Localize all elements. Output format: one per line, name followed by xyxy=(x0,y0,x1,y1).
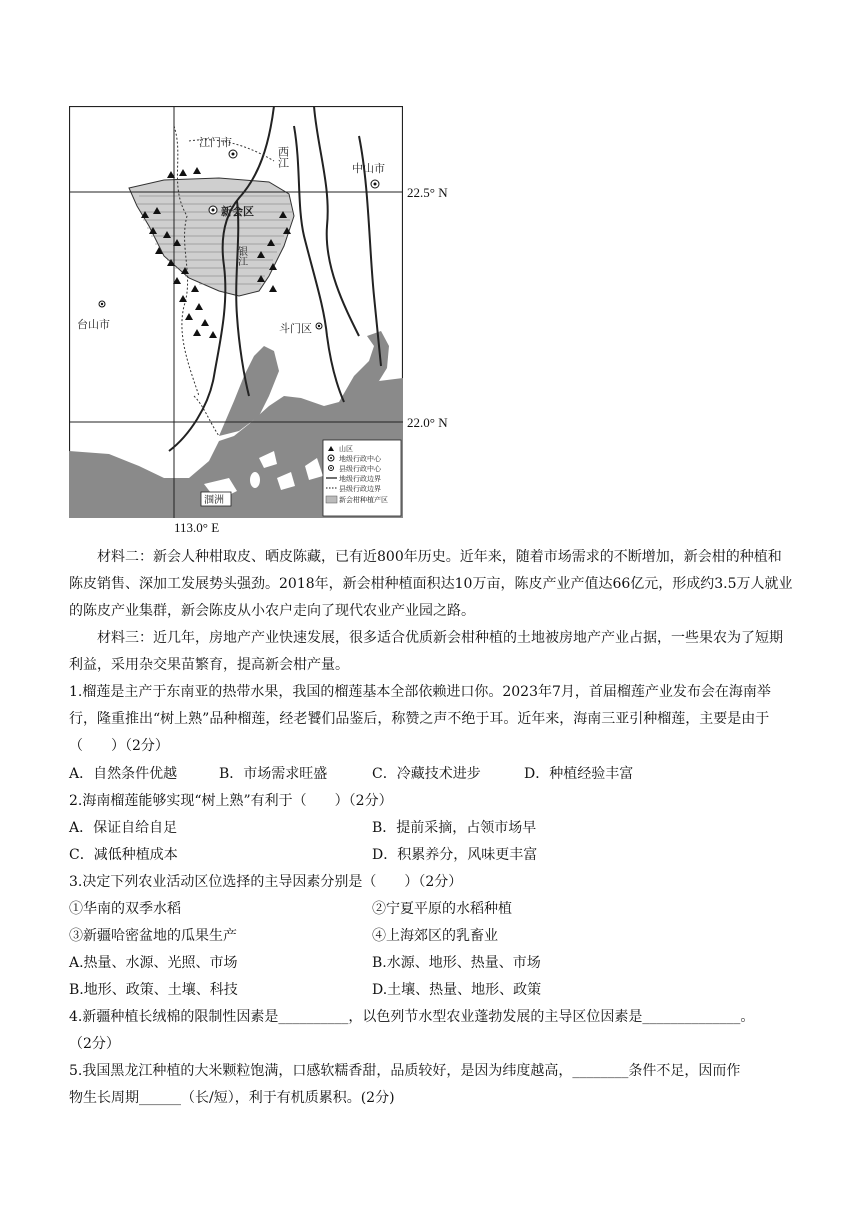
question-4-line2: （2分） xyxy=(69,1036,120,1052)
legend-prefecture-center: 地级行政中心 xyxy=(339,455,381,463)
question-5-line2: 物生长周期______（长/短），利于有机质累积。(2分) xyxy=(69,1090,395,1106)
question-1-stem: 1.榴莲是主产于东南亚的热带水果，我国的榴莲基本全部依赖进口你。2023年7月，首届榴莲产业发布会在海南举行，隆重推出“树上熟”品种榴莲，经老饕们品鉴后，称赞之声不绝于耳。近年来，海南三亚引种榴莲，主要是由于（ ）（2分） xyxy=(69,684,771,754)
q3-item-1: ①华南的双季水稻 xyxy=(69,901,181,917)
q2-option-a: A．保证自给自足 xyxy=(69,820,178,836)
q2-option-b: B．提前采摘，占领市场早 xyxy=(372,820,537,836)
q3-item-4: ④上海郊区的乳畜业 xyxy=(372,928,498,944)
map-legend xyxy=(323,440,401,516)
label-doumen: 斗门区 xyxy=(279,322,312,335)
label-jiangmen: 江门市 xyxy=(199,136,232,149)
legend-mountain: 山区 xyxy=(339,445,353,453)
q1-option-c: C．冷藏技术进步 xyxy=(372,766,481,782)
label-xinhui: 新会区 xyxy=(221,205,254,218)
q3-option-a: A.热量、水源、光照、市场 xyxy=(69,955,238,971)
legend-production-zone: 新会柑种植产区 xyxy=(339,496,388,504)
question-2-stem: 2.海南榴莲能够实现“树上熟”有利于（ ）（2分） xyxy=(69,793,393,809)
legend-prefecture-boundary: 地级行政边界 xyxy=(339,475,381,483)
label-zhongshan: 中山市 xyxy=(352,162,385,175)
label-xijiang: 西江 xyxy=(276,146,290,168)
question-3-stem: 3.决定下列农业活动区位选择的主导因素分别是（ ）（2分） xyxy=(69,874,463,890)
legend-county-center: 县级行政中心 xyxy=(339,465,381,473)
lat-22-5-label: 22.5° N xyxy=(407,185,448,200)
region-map xyxy=(69,106,403,518)
q3-option-c: B.地形、政策、土壤、科技 xyxy=(69,982,238,998)
q2-option-c: C．减低种植成本 xyxy=(69,847,178,863)
material-three: 材料三：近几年，房地产产业快速发展，很多适合优质新会柑种植的土地被房地产产业占据，一些果农为了短期利益，采用杂交果苗繁育，提高新会柑产量。 xyxy=(69,630,783,673)
label-island: 涠洲 xyxy=(204,495,224,506)
q3-option-d: D.土壤、热量、地形、政策 xyxy=(372,982,542,998)
material-two: 材料二：新会人种柑取皮、晒皮陈藏，已有近800年历史。近年来，随着市场需求的不断增加，新会柑的种植和陈皮销售、深加工发展势头强劲。2018年，新会柑种植面积达10万亩，陈皮产业产值达66亿元，形成约3.5万人就业的陈皮产业集群，新会陈皮从小农户走向了现代农业产业园之路。 xyxy=(69,549,793,619)
lon-113-label: 113.0° E xyxy=(174,520,220,535)
q3-item-2: ②宁夏平原的水稻种植 xyxy=(372,901,512,917)
q3-option-b: B.水源、地形、热量、市场 xyxy=(372,955,541,971)
q1-option-b: B．市场需求旺盛 xyxy=(219,766,328,782)
q3-item-3: ③新疆哈密盆地的瓜果生产 xyxy=(69,928,237,944)
label-yinzhou-river: 银江 xyxy=(235,246,247,266)
question-4-line1: 4.新疆种植长绒棉的限制性因素是__________，以色列节水型农业蓬勃发展的主导区位因素是______________。 xyxy=(69,1009,755,1025)
legend-county-boundary: 县级行政边界 xyxy=(339,485,381,493)
lat-22-0-label: 22.0° N xyxy=(407,415,448,430)
q1-option-d: D．种植经验丰富 xyxy=(524,766,634,782)
q1-option-a: A．自然条件优越 xyxy=(69,766,178,782)
q2-option-d: D．积累养分，风味更丰富 xyxy=(372,847,538,863)
question-5-line1: 5.我国黑龙江种植的大米颗粒饱满，口感软糯香甜，品质较好，是因为纬度越高，________条件不足，因而作 xyxy=(69,1063,741,1079)
label-taishan: 台山市 xyxy=(77,318,110,331)
